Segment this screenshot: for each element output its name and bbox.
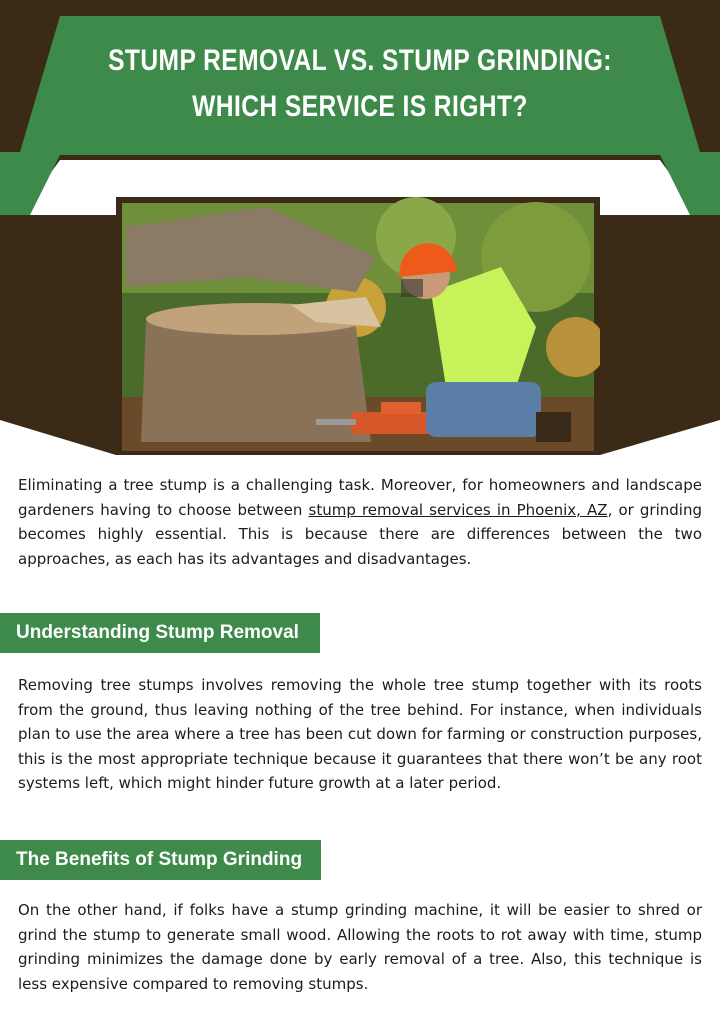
hero-photo (116, 197, 600, 455)
intro-paragraph (18, 473, 702, 571)
stump-removal-link[interactable]: stump removal services in Phoenix, AZ (308, 500, 608, 519)
section-heading-removal: Understanding Stump Removal (0, 613, 320, 653)
title-line-2: WHICH SERVICE IS RIGHT? (192, 90, 528, 123)
page-title (98, 38, 623, 130)
title-line-1: STUMP REMOVAL VS. STUMP GRINDING: (108, 44, 612, 77)
section-heading-grinding: The Benefits of Stump Grinding (0, 840, 321, 880)
grinding-paragraph: On the other hand, if folks have a stump grinding machine, it will be easier to shred or grind the stump to generate small wood. Allowing the roots to rot away with time, stump grinding minimizes the damage done by early removal of a tree. Also, this technique is less expensive compared to removing stumps. (18, 901, 702, 993)
intro-text-1: Eliminating a tree stump is a challenging task. Moreover, for homeowners and landscape gardeners having to choose between (18, 476, 702, 519)
intro-text-2: , or grinding becomes highly essential. This is because there are differences between the two approaches, as each has its advantages and disadvantages. (18, 500, 702, 568)
removal-paragraph: Removing tree stumps involves removing the whole tree stump together with its roots from the ground, thus leaving nothing of the tree behind. For instance, when individuals plan to use the area where a tree has been cut down for farming or construction purposes, this is the most appropriate technique because it guarantees that there won’t be any root systems left, which might hinder future growth at a later period. (18, 676, 702, 792)
